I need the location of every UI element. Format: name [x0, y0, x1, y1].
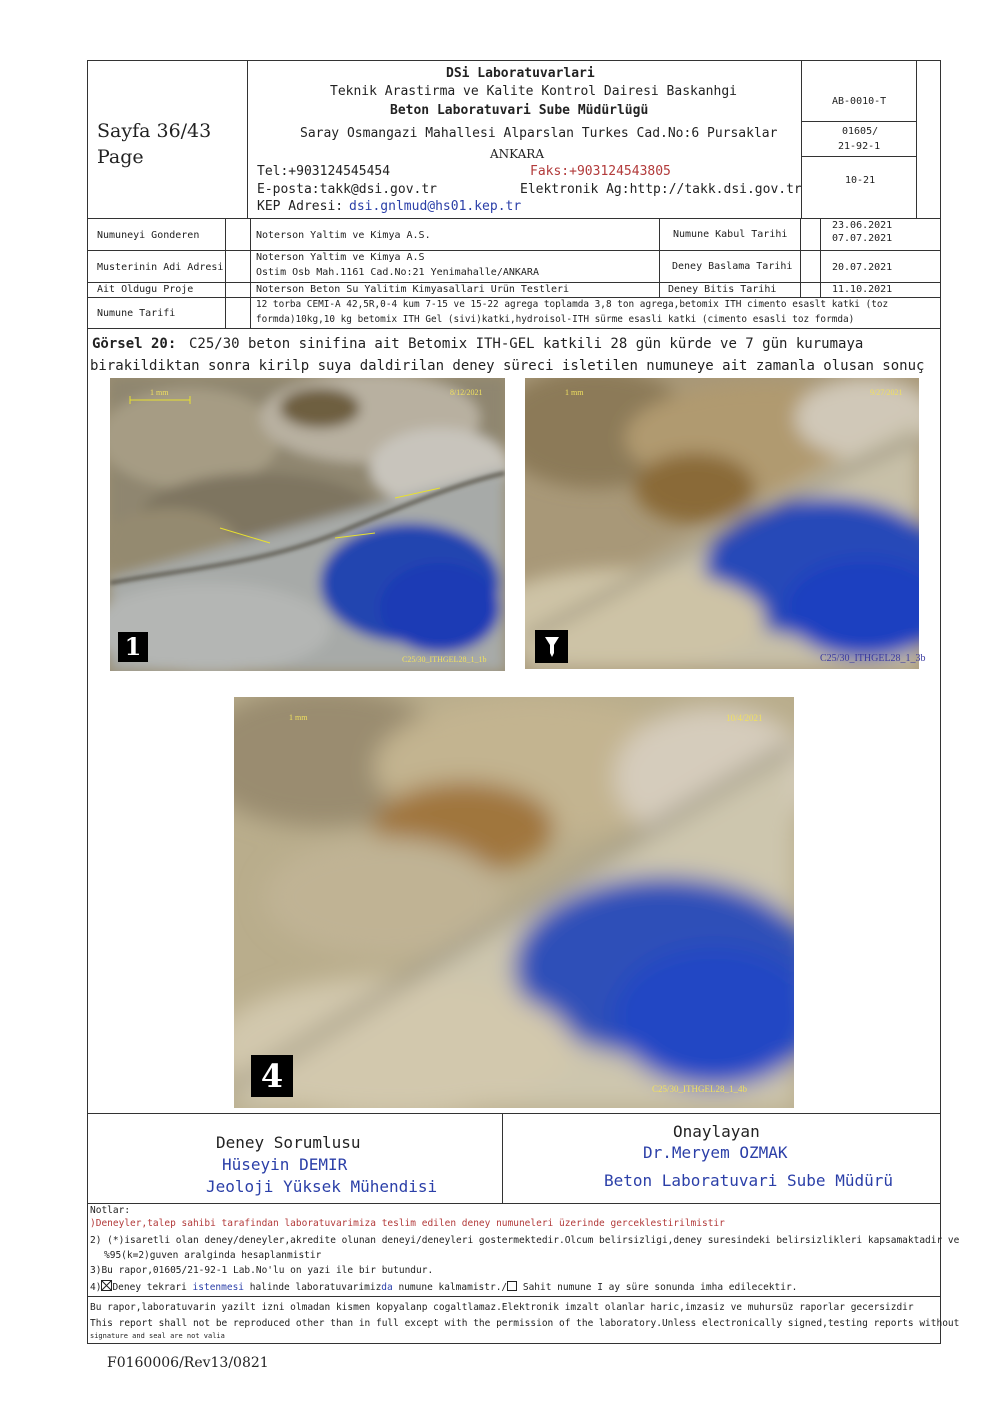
- photo-3-tag: C25/30_ITHGEL28_1_3b: [820, 653, 926, 664]
- customer-address: Ostim Osb Mah.1161 Cad.No:21 Yenimahalle/ANKARA: [256, 267, 539, 278]
- photo-3-date: 9/27/2021: [870, 388, 903, 397]
- note-4-text-a: Deney tekrari: [112, 1282, 193, 1293]
- note-2b: %95(k=2)guven aralginda hesaplanmistir: [104, 1250, 322, 1261]
- figure-caption-1: C25/30 beton sinifina ait Betomix ITH-GEL katkili 28 gün kürde ve 7 gün kurumaya: [189, 336, 864, 352]
- kep-label: KEP Adresi:: [257, 199, 344, 214]
- doc-code: AB-0010-T: [832, 96, 887, 107]
- accept-date-1: 23.06.2021: [832, 220, 893, 231]
- page-number: Sayfa 36/43: [97, 120, 212, 142]
- photo-4-badge: 4: [251, 1055, 293, 1097]
- note-1-text: )Deneyler,talep sahibi tarafindan laboratuvarimiza teslim edilen deney numuneleri üzerinde gerceklestirilmistir: [90, 1218, 725, 1229]
- sample-label: Numune Tarifi: [97, 308, 176, 319]
- note-2a: 2) (*)isaretli olan deney/deneyler,akredite olunan deneyi/deneyleri gostermektedir.Olcum belirsizligi,deney suresindeki belirsizlikleri kapsamaktadir ve: [90, 1235, 960, 1246]
- tester-title: Deney Sorumlusu: [216, 1133, 361, 1152]
- photo-4-date: 10/4/2021: [726, 713, 763, 723]
- note-3: 3)Bu rapor,01605/21-92-1 Lab.No'lu on yazi ile bir butundur.: [90, 1265, 434, 1276]
- sample-desc-2: formda)10kg,10 kg betomix ITH Gel (sivi)katki,hydroisol-ITH sürme esasli katki (cimento esasli toz formda): [256, 314, 855, 325]
- photo-3-scale: 1 mm: [565, 388, 584, 397]
- checked-box-icon: [101, 1280, 112, 1291]
- sender-value: Noterson Yaltim ve Kimya A.S.: [256, 230, 431, 241]
- fax: Faks:+903124543805: [530, 164, 671, 179]
- website: Elektronik Ag:http://takk.dsi.gov.tr: [520, 182, 802, 197]
- start-date: 20.07.2021: [832, 262, 893, 273]
- org-lab: Beton Laboratuvari Sube Müdürlügü: [390, 103, 649, 118]
- date-code: 10-21: [845, 175, 876, 186]
- tester-role: Jeoloji Yüksek Mühendisi: [206, 1177, 438, 1196]
- accept-date-2: 07.07.2021: [832, 233, 893, 244]
- pin-icon: [542, 635, 562, 659]
- accept-date-label: Numune Kabul Tarihi: [673, 229, 788, 240]
- form-code: F0160006/Rev13/0821: [107, 1355, 269, 1371]
- notes-title: Notlar:: [90, 1205, 131, 1216]
- figure-caption-2: birakildiktan sonra kirilp suya daldirilan deney süreci isletilen numuneye ait zamanla olusan sonuç: [90, 358, 925, 374]
- report-no-line1: 01605/: [842, 126, 879, 137]
- approver-role: Beton Laboratuvari Sube Müdürü: [604, 1171, 893, 1190]
- kep-address-link[interactable]: dsi.gnlmud@hs01.kep.tr: [349, 199, 522, 214]
- sender-label: Numuneyi Gonderen: [97, 230, 200, 241]
- project-value: Noterson Beton Su Yalitim Kimyasallari Urün Testleri: [256, 284, 570, 295]
- micrograph-photo-1: [110, 378, 505, 671]
- sample-desc-1: 12 torba CEMI-A 42,5R,0-4 kum 7-15 ve 15-22 agrega toplamda 3,8 ton agrega,betomix ITH cimento esaslt katki (toz: [256, 299, 889, 310]
- frame-bottom: [87, 1343, 941, 1344]
- frame-right: [940, 60, 941, 1344]
- note-4-text-d: da: [381, 1282, 393, 1293]
- note-4-num: 4): [90, 1282, 102, 1293]
- empty-box-icon: [507, 1281, 517, 1291]
- address-line2: ANKARA: [490, 147, 545, 161]
- photo-3-badge: [535, 630, 568, 663]
- photo-1-date: 8/12/2021: [450, 388, 483, 397]
- note-4: [90, 1280, 797, 1293]
- note-4-text-f: Sahit numune I ay süre sonunda imha edilecektir.: [517, 1282, 798, 1293]
- tel: Tel:+903124545454: [257, 164, 391, 179]
- start-date-label: Deney Baslama Tarihi: [672, 261, 793, 272]
- frame-left: [87, 60, 88, 1344]
- note-4-text-c: halinde laboratuvarimiz: [244, 1282, 382, 1293]
- micrograph-photo-3: [525, 378, 919, 669]
- photo-1-tag: C25/30_ITHGEL28_1_1b: [402, 655, 487, 664]
- project-label: Ait Oldugu Proje: [97, 284, 194, 295]
- micrograph-photo-4: [234, 697, 794, 1108]
- address-line1: Saray Osmangazi Mahallesi Alparslan Turkes Cad.No:6 Pursaklar: [300, 126, 778, 141]
- figure-label: Görsel 20:: [92, 336, 177, 352]
- photo-4-scale: 1 mm: [289, 713, 308, 722]
- end-date: 11.10.2021: [832, 284, 893, 295]
- approver-title: Onaylayan: [673, 1122, 760, 1141]
- email: E-posta:takk@dsi.gov.tr: [257, 182, 438, 197]
- footer-tr: Bu rapor,laboratuvarin yazilt izni olmadan kismen kopyalanp cogaltlamaz.Elektronik imzalt olanlar haric,imzasiz ve muhursüz raporlar gecersizdir: [90, 1302, 914, 1313]
- org-title: DSi Laboratuvarlari: [446, 66, 595, 81]
- note-4-text-e: numune kalmamistr./: [392, 1282, 508, 1293]
- photo-4-tag: C25/30_ITHGEL28_1_4b: [652, 1084, 747, 1094]
- page-label-en: Page: [97, 146, 144, 168]
- note-1: [90, 1218, 725, 1229]
- customer-label: Musterinin Adi Adresi: [97, 262, 224, 273]
- approver-name: Dr.Meryem OZMAK: [643, 1143, 788, 1162]
- org-department: Teknik Arastirma ve Kalite Kontrol Dairesi Baskanhgi: [330, 84, 737, 99]
- customer-name: Noterson Yaltim ve Kimya A.S: [256, 252, 425, 263]
- report-no-line2: 21-92-1: [838, 141, 881, 152]
- photo-1-scale: 1 mm: [150, 388, 169, 397]
- photo-1-badge: 1: [118, 632, 148, 662]
- tester-name: Hüseyin DEMIR: [222, 1155, 348, 1174]
- footer-en-2: signature and seal are not valia: [90, 1332, 225, 1340]
- note-4-text-b: istenmesi: [192, 1282, 245, 1293]
- frame-top: [87, 60, 941, 61]
- end-date-label: Deney Bitis Tarihi: [668, 284, 777, 295]
- footer-en: This report shall not be reproduced other than in full except with the permission of the laboratory.Unless electronically signed,testing reports without: [90, 1318, 960, 1329]
